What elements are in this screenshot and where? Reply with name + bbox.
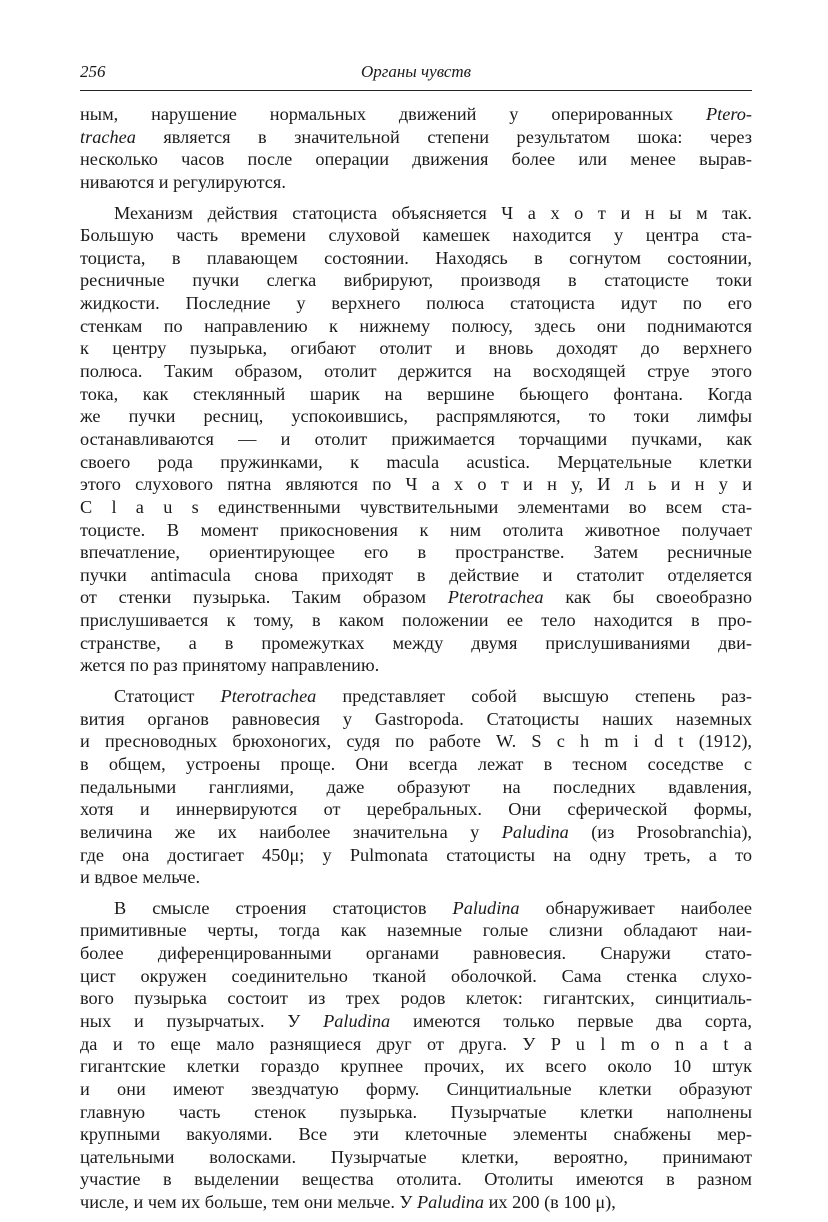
running-title: Органы чувств bbox=[360, 62, 472, 81]
text-line: в общем, устроены проще. Они всегда лежат в тесном соседстве с bbox=[80, 753, 752, 774]
text-line: числе, и чем их больше, тем они мельче. У Paludina их 200 (в 100 μ), bbox=[80, 1192, 616, 1213]
text-line: Статоцист Pterotrachea представляет собой высшую степень раз- bbox=[114, 686, 752, 707]
text-line: тока, как стеклянный шарик на вершине бьющего фонтана. Когда bbox=[80, 383, 752, 404]
body-text bbox=[80, 103, 752, 1214]
text-line: ным, нарушение нормальных движений у оперированных Ptero- bbox=[80, 104, 752, 124]
paragraph bbox=[80, 202, 752, 677]
text-line: несколько часов после операции движения более или менее вырав- bbox=[80, 149, 752, 170]
running-head bbox=[80, 62, 752, 86]
text-line: примитивные черты, тогда как наземные голые слизни обладают наи- bbox=[80, 920, 752, 941]
text-line: В смысле строения статоцистов Paludina обнаруживает наиболее bbox=[114, 897, 752, 918]
text-line: более диференцированными органами равновесия. Снаружи стато- bbox=[80, 943, 752, 964]
text-line: trachea является в значительной степени результатом шока: через bbox=[80, 126, 752, 147]
text-line: да и то еще мало разнящиеся друг от друга. У P u l m o n a t a bbox=[80, 1033, 752, 1054]
text-line: тоцисте. В момент прикосновения к ним отолита животное получает bbox=[80, 519, 752, 540]
text-line: главную часть стенок пузырька. Пузырчатые клетки наполнены bbox=[80, 1101, 752, 1122]
text-line: Механизм действия статоциста объясняется Ч а х о т и н ы м так. bbox=[114, 202, 752, 223]
text-line: от стенки пузырька. Таким образом Pterotrachea как бы своеобразно bbox=[80, 587, 752, 608]
text-line: ниваются и регулируются. bbox=[80, 171, 286, 192]
text-line: впечатление, ориентирующее его в пространстве. Затем ресничные bbox=[80, 542, 752, 563]
text-line: цист окружен соединительно тканой оболочкой. Сама стенка слухо- bbox=[80, 965, 752, 986]
text-line: величина же их наиболее значительна у Paludina (из Prosobranchia), bbox=[80, 821, 752, 842]
text-line: пучки antimacula снова приходят в действие и статолит отделяется bbox=[80, 564, 752, 585]
text-line: своего рода пружинками, к macula acustica. Мерцательные клетки bbox=[80, 451, 752, 472]
text-line: гигантские клетки гораздо крупнее прочих, их всего около 10 штук bbox=[80, 1056, 752, 1077]
text-line: ресничные пучки слегка вибрируют, производя в статоцисте токи bbox=[80, 270, 752, 291]
text-line: жидкости. Последние у верхнего полюса статоциста идут по его bbox=[80, 293, 752, 314]
text-line: жется по раз принятому направлению. bbox=[80, 655, 380, 676]
text-line: останавливаются — и отолит прижимается торчащими пучками, как bbox=[80, 428, 752, 449]
text-line: этого слухового пятна являются по Ч а х о т и н у, И л ь и н у и bbox=[80, 474, 752, 495]
text-line: Большую часть времени слуховой камешек находится у центра ста- bbox=[80, 225, 752, 246]
text-line: к центру пузырька, огибают отолит и вновь доходят до верхнего bbox=[80, 338, 752, 359]
text-line: крупными вакуолями. Все эти клеточные элементы снабжены мер- bbox=[80, 1124, 752, 1145]
text-line: C l a u s единственными чувствительными элементами во всем ста- bbox=[80, 496, 752, 517]
text-line: цательными волосками. Пузырчатые клетки, вероятно, принимают bbox=[80, 1146, 752, 1167]
text-line: странстве, а в промежутках между двумя прислушиваниями дви- bbox=[80, 632, 752, 653]
text-line: стенкам по направлению к нижнему полюсу, здесь они поднимаются bbox=[80, 315, 752, 336]
text-line: прислушивается к тому, в каком положении ее тело находится в про- bbox=[80, 610, 752, 631]
text-line: и пресноводных брюхоногих, судя по работе W. S c h m i d t (1912), bbox=[80, 731, 752, 752]
paragraph bbox=[80, 685, 752, 889]
text-line: же пучки ресниц, успокоившись, распрямляются, то токи лимфы bbox=[80, 406, 752, 427]
text-line: и они имеют звездчатую форму. Синцитиальные клетки образуют bbox=[80, 1078, 752, 1099]
page-number: 256 bbox=[80, 62, 106, 81]
text-line: педальными ганглиями, даже образуют на последних вдавления, bbox=[80, 776, 752, 797]
header-rule bbox=[80, 90, 752, 91]
paragraph bbox=[80, 103, 752, 194]
text-line: участие в выделении вещества отолита. Отолиты имеются в разном bbox=[80, 1169, 752, 1190]
text-line: вития органов равновесия у Gastropoda. Статоцисты наших наземных bbox=[80, 708, 752, 729]
book-page bbox=[80, 62, 752, 1214]
text-line: тоциста, в плавающем состоянии. Находясь в согнутом состоянии, bbox=[80, 247, 752, 268]
text-line: полюса. Таким образом, отолит держится на восходящей струе этого bbox=[80, 361, 752, 382]
text-line: и вдвое мельче. bbox=[80, 867, 201, 888]
text-line: где она достигает 450μ; у Pulmonata статоцисты на одну треть, а то bbox=[80, 844, 752, 865]
paragraph bbox=[80, 897, 752, 1214]
text-line: хотя и иннервируются от церебральных. Они сферической формы, bbox=[80, 799, 752, 820]
text-line: вого пузырька состоит из трех родов клеток: гигантских, синцитиаль- bbox=[80, 988, 752, 1009]
text-line: ных и пузырчатых. У Paludina имеются только первые два сорта, bbox=[80, 1010, 752, 1031]
